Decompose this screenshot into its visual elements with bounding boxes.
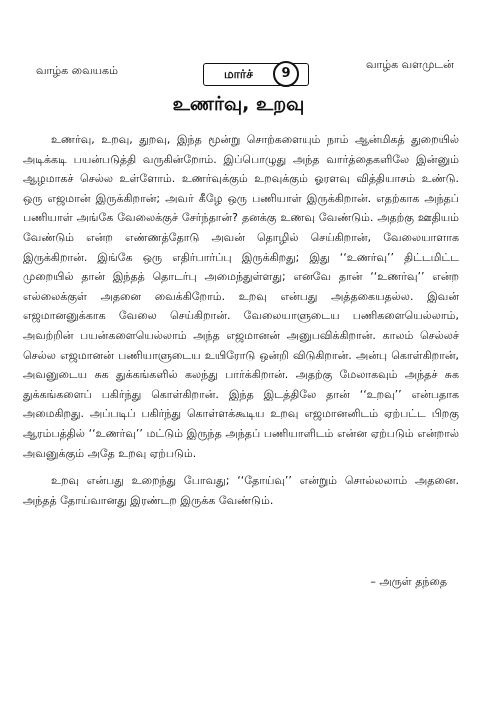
paragraph-2: உறவு என்பது உறைந்து போவது; ‘‘தோய்வு’’ என்றும் சொல்லலாம் அதனை. அந்தத் தோய்வானது இரண்டற இருக்க வேண்டும். [23, 474, 459, 507]
page-header [14, 0, 463, 96]
header-right-motto: வாழ்க வளமுடன் [366, 58, 454, 71]
page-title: உணர்வு, உறவு [172, 93, 305, 115]
author-signature: – அருள் தந்தை [370, 575, 447, 588]
date-box [203, 63, 309, 86]
paragraph-1: உணர்வு, உறவு, துறவு, இந்த மூன்று சொற்களையும் நாம் ஆன்மிகத் துறையில் அடிக்கடி பயன்படுத்தி வருகின்றோம். இப்பொழுது அந்த வார்த்தைகளிலே இன்னும் ஆழமாகச் செல்ல உள்ளோம். உணர்வுக்கும் உறவுக்கும் ஓரளவு வித்தியாசம் உண்டு. ஒரு எஜமான் இருக்கிறான்; அவர் கீழே ஒரு பணியாள் இருக்கிறான். எதற்காக அந்தப் பணியாள் அங்கே வேலைக்குச் சேர்ந்தான்? தனக்கு உணவு வேண்டும். அதற்கு ஊதியம் வேண்டும் என்ற எண்ணத்தோடு அவன் தொழில் செய்கிறான், வேலையாளாக இருக்கிறான். இங்கே ஒரு எதிர்பார்ப்பு இருக்கிறது; இது ‘‘உணர்வு’’ திட்டமிட்ட முறையில் தான் இந்தத் தொடர்பு அமைந்துள்ளது; எனவே தான் ‘‘உணர்வு’’ என்ற எல்லைக்குள் அதனை வைக்கிறோம். உறவு என்பது அத்தகையதல்ல. இவன் எஜமானனுக்காக வேலை செய்கிறான். வேலையாளுடைய பணிகளையெல்லாம், அவற்றின் பயன்களையெல்லாம் அந்த எஜமானன் அனுபவிக்கிறான். காலம் செல்லச் செல்ல எஜமானன் பணியாளுடைய உயிரோடு ஒன்றி விடுகிறான். அன்பு கொள்கிறான், அவனுடைய சுக துக்கங்களில் கலந்து பார்க்கிறான். அதற்கு மேலாகவும் அந்தச் சுக துக்கங்களைப் பகிர்ந்து கொள்கிறான். இந்த இடத்திலே தான் ‘‘உறவு’’ என்பதாக அமைகிறது. அப்படிப் பகிர்ந்து கொள்ளக்கூடிய உறவு எஜமானனிடம் ஏற்பட்ட பிறகு ஆரம்பத்தில் ‘‘உணர்வு’’ மட்டும் இருந்த அந்தப் பணியாளிடம் என்ன ஏற்படும் என்றால் அவனுக்கும் அதே உறவு ஏற்படும். [23, 133, 459, 460]
day-number: 9 [273, 61, 299, 87]
article-body [23, 130, 459, 510]
month-label: மார்ச் [224, 67, 253, 81]
header-left-motto: வாழ்க வையகம் [36, 64, 118, 77]
